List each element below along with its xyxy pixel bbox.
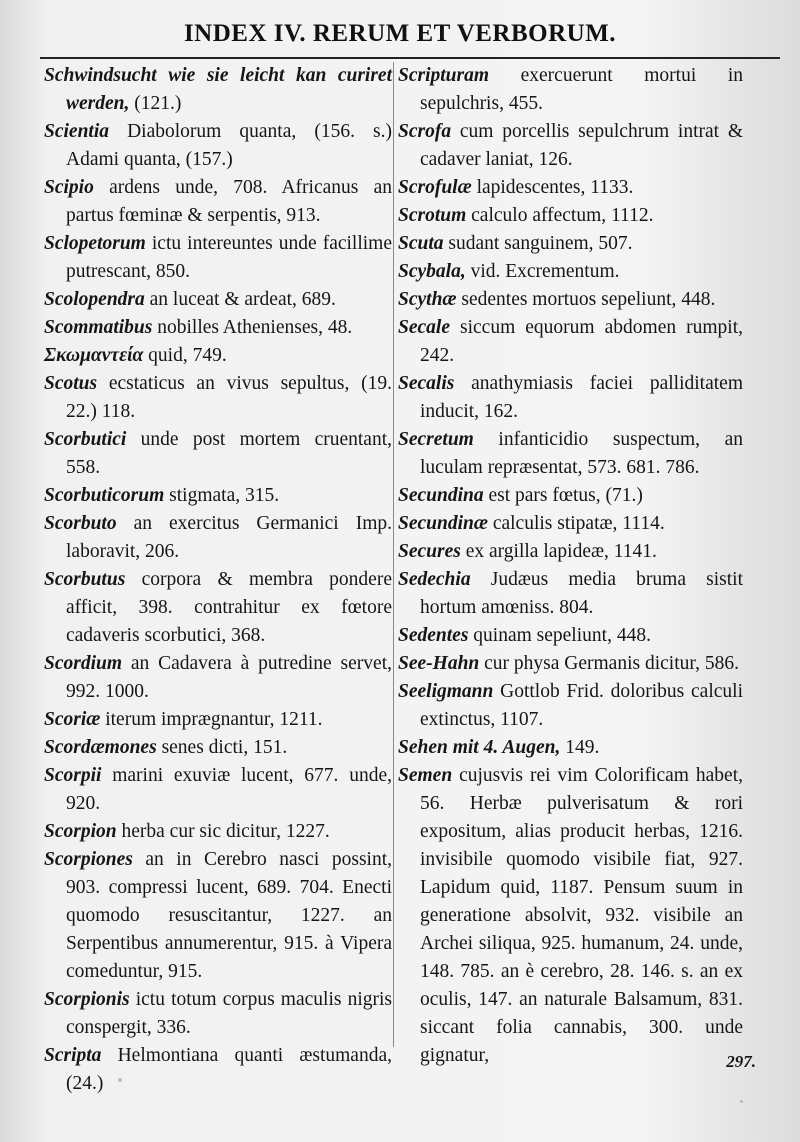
entry-text: exercuerunt mortui in sepulchris, 455.: [420, 65, 743, 114]
entry-headword: Secalis: [398, 373, 455, 394]
entry-headword: Scorbuto: [44, 513, 117, 534]
entry-text: ecstaticus an vivus sepultus, (19. 22.) 118.: [66, 373, 392, 422]
index-entry: [398, 286, 743, 314]
entry-headword: Scythæ: [398, 289, 457, 310]
header-rule: [40, 57, 780, 59]
entry-headword: Sedentes: [398, 625, 469, 646]
index-entry: [44, 286, 392, 314]
entry-text: an in Cerebro nasci possint, 903. compressi lucent, 689. 704. Enecti quomodo resuscitantur, 1227. an Serpentibus annumerentur, 915. à Vipera comeduntur, 915.: [66, 849, 392, 982]
index-entry: [44, 62, 392, 118]
entry-text: infanticidio suspectum, an luculam repræsentat, 573. 681. 786.: [420, 429, 743, 478]
entry-text: ictu intereuntes unde facillime putrescant, 850.: [66, 233, 392, 282]
index-entry: [398, 650, 743, 678]
entry-headword: Scorpiones: [44, 849, 133, 870]
entry-text: vid. Excrementum.: [465, 261, 620, 282]
index-entry: [398, 62, 743, 118]
index-entry: [398, 202, 743, 230]
entry-text: quid, 749.: [143, 345, 227, 366]
entry-text: herba cur sic dicitur, 1227.: [116, 821, 330, 842]
entry-headword: Scoriæ: [44, 709, 101, 730]
entry-headword: Scolopendra: [44, 289, 145, 310]
index-entry: [44, 846, 392, 986]
entry-text: 149.: [560, 737, 600, 758]
entry-text: Helmontiana quanti æstumanda, (24.): [66, 1045, 392, 1094]
entry-text: anathymiasis faciei palliditatem inducit, 162.: [420, 373, 743, 422]
index-entry: [44, 314, 392, 342]
entry-text: ardens unde, 708. Africanus an partus fœminæ & serpentis, 913.: [66, 177, 392, 226]
entry-headword: Scybala,: [398, 261, 466, 282]
entry-headword: Scripta: [44, 1045, 102, 1066]
entry-headword: Scrotum: [398, 205, 467, 226]
entry-headword: Sehen mit 4. Augen,: [398, 737, 561, 758]
entry-text: cujusvis rei vim Colorificam habet, 56. Herbæ pulverisatum & rori expositum, alias producit herbas, 1216. invisibile quomodo visibile fiat, 927. Lapidum quid, 1187. Pensum suum in generatione absolvit, 932. visibile an Archei siliqua, 925. humanum, 24. unde, 148. 785. an è cerebro, 28. 146. s. an ex oculis, 147. an naturale Balsamum, 831. siccant folia cannabis, 300. unde gignatur,: [420, 765, 743, 1066]
entry-headword: Scorbuticorum: [44, 485, 165, 506]
index-entry: [398, 622, 743, 650]
entry-text: senes dicti, 151.: [156, 737, 288, 758]
entry-headword: Secretum: [398, 429, 474, 450]
entry-text: corpora & membra pondere afficit, 398. contrahitur ex fœtore cadaveris scorbutici, 368.: [66, 569, 392, 646]
entry-text: Diabolorum quanta, (156. s.) Adami quanta, (157.): [66, 121, 392, 170]
index-entry: [44, 482, 392, 510]
index-entry: [44, 706, 392, 734]
entry-text: ictu totum corpus maculis nigris conspergit, 336.: [66, 989, 392, 1038]
entry-headword: Sedechia: [398, 569, 471, 590]
index-entry: [398, 734, 743, 762]
page-number: 297.: [726, 1052, 756, 1071]
entry-headword: Scipio: [44, 177, 94, 198]
entry-text: an Cadavera à putredine servet, 992. 1000.: [66, 653, 392, 702]
index-entry: [398, 482, 743, 510]
index-entry: [398, 118, 743, 174]
paper-speck: [118, 1078, 122, 1082]
index-entry: [44, 650, 392, 706]
entry-headword: Scorbutici: [44, 429, 127, 450]
entry-text: nobilles Athenienses, 48.: [152, 317, 353, 338]
entry-headword: Scrofulæ: [398, 177, 472, 198]
entry-text: sedentes mortuos sepeliunt, 448.: [456, 289, 716, 310]
entry-text: an exercitus Germanici Imp. laboravit, 206.: [66, 513, 392, 562]
index-column-right: [398, 62, 743, 1070]
entry-text: est pars fœtus, (71.): [483, 485, 643, 506]
index-entry: [44, 426, 392, 482]
entry-text: iterum imprægnantur, 1211.: [100, 709, 323, 730]
index-entry: [398, 510, 743, 538]
index-entry: [44, 762, 392, 818]
entry-headword: See-Hahn: [398, 653, 480, 674]
entry-text: ex argilla lapideæ, 1141.: [460, 541, 657, 562]
index-entry: [44, 510, 392, 566]
index-entry: [398, 258, 743, 286]
entry-headword: Scommatibus: [44, 317, 153, 338]
entry-text: siccum equorum abdomen rumpit, 242.: [420, 317, 743, 366]
entry-text: stigmata, 315.: [164, 485, 280, 506]
index-entry: [398, 762, 743, 1070]
index-entry: [44, 818, 392, 846]
index-entry: [398, 426, 743, 482]
entry-headword: Scrofa: [398, 121, 452, 142]
index-entry: [398, 538, 743, 566]
entry-headword: Schwindsucht wie sie leicht kan curiret werden,: [44, 65, 392, 114]
index-entry: [44, 1042, 392, 1098]
index-entry: [398, 566, 743, 622]
entry-text: quinam sepeliunt, 448.: [468, 625, 651, 646]
index-entry: [44, 230, 392, 286]
entry-headword: Secundinæ: [398, 513, 488, 534]
index-entry: [44, 342, 392, 370]
entry-text: lapidescentes, 1133.: [471, 177, 634, 198]
entry-text: cum porcellis sepulchrum intrat & cadaver laniat, 126.: [420, 121, 743, 170]
index-entry: [44, 986, 392, 1042]
entry-headword: Scorbutus: [44, 569, 126, 590]
entry-text: Gottlob Frid. doloribus calculi extinctus, 1107.: [420, 681, 743, 730]
entry-text: (121.): [129, 93, 182, 114]
entry-text: calculo affectum, 1112.: [466, 205, 654, 226]
index-entry: [44, 370, 392, 426]
index-entry: [398, 370, 743, 426]
entry-headword: Σκωμαντεία: [44, 345, 144, 366]
index-entry: [398, 230, 743, 258]
index-entry: [44, 174, 392, 230]
entry-headword: Scordæmones: [44, 737, 157, 758]
entry-headword: Seeligmann: [398, 681, 494, 702]
entry-headword: Semen: [398, 765, 453, 786]
column-divider: [393, 62, 394, 1047]
entry-text: unde post mortem cruentant, 558.: [66, 429, 392, 478]
index-entry: [398, 174, 743, 202]
entry-headword: Scuta: [398, 233, 444, 254]
entry-text: an luceat & ardeat, 689.: [144, 289, 336, 310]
index-entry: [398, 314, 743, 370]
entry-text: marini exuviæ lucent, 677. unde, 920.: [66, 765, 392, 814]
entry-headword: Scorpionis: [44, 989, 130, 1010]
index-entry: [44, 734, 392, 762]
entry-headword: Secale: [398, 317, 450, 338]
page-header: INDEX IV. RERUM ET VERBORUM.: [183, 20, 617, 47]
index-entry: [44, 118, 392, 174]
entry-headword: Sclopetorum: [44, 233, 146, 254]
index-column-left: [44, 62, 392, 1098]
entry-headword: Scordium: [44, 653, 123, 674]
index-entry: [398, 678, 743, 734]
index-entry: [44, 566, 392, 650]
entry-text: Judæus media bruma sistit hortum amœniss. 804.: [420, 569, 743, 618]
paper-speck: [740, 1100, 743, 1103]
entry-headword: Scripturam: [398, 65, 490, 86]
entry-headword: Scorpion: [44, 821, 117, 842]
entry-text: calculis stipatæ, 1114.: [487, 513, 665, 534]
entry-text: sudant sanguinem, 507.: [443, 233, 633, 254]
entry-headword: Scorpii: [44, 765, 102, 786]
entry-headword: Scotus: [44, 373, 98, 394]
entry-headword: Secures: [398, 541, 461, 562]
entry-headword: Scientia: [44, 121, 110, 142]
entry-text: cur physa Germanis dicitur, 586.: [479, 653, 739, 674]
entry-headword: Secundina: [398, 485, 484, 506]
